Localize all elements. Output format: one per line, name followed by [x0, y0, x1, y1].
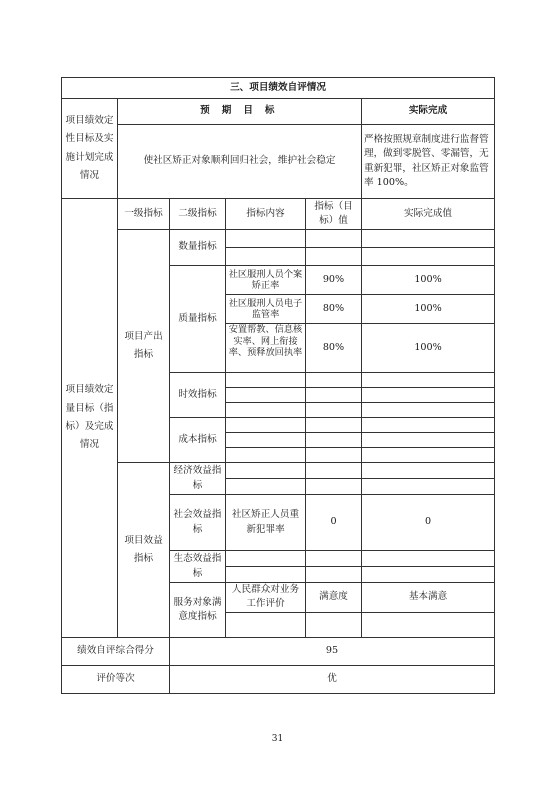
section-title: 三、项目绩效自评情况	[62, 78, 495, 99]
header-actual: 实际完成值	[362, 199, 495, 230]
output-indicator-label: 项目产出指标	[118, 230, 170, 463]
quality-actual: 100%	[362, 295, 495, 324]
empty-cell	[306, 612, 362, 637]
empty-cell	[306, 248, 362, 266]
empty-cell	[306, 230, 362, 248]
empty-cell	[226, 248, 306, 266]
empty-cell	[226, 373, 306, 388]
satisfaction-target: 满意度	[306, 583, 362, 613]
empty-cell	[362, 248, 495, 266]
score-label: 绩效自评综合得分	[62, 637, 170, 665]
social-target: 0	[306, 495, 362, 551]
satisfaction-content: 人民群众对业务工作评价	[226, 583, 306, 613]
quality-actual: 100%	[362, 266, 495, 295]
header-level2: 二级指标	[170, 199, 226, 230]
empty-cell	[306, 463, 362, 479]
quality-actual: 100%	[362, 324, 495, 373]
quality-content: 社区服刑人员个案矫正率	[226, 266, 306, 295]
ecological-benefit-indicator: 生态效益指标	[170, 551, 226, 583]
actual-completion-text: 严格按照规章制度进行监督管理，做到零脱管、零漏管，无重新犯罪，社区矫正对象监管率 100%。	[362, 125, 495, 199]
empty-cell	[362, 230, 495, 248]
quantity-indicator: 数量指标	[170, 230, 226, 266]
grade-label: 评价等次	[62, 665, 170, 693]
empty-cell	[362, 612, 495, 637]
empty-cell	[226, 418, 306, 433]
empty-cell	[306, 551, 362, 567]
quality-target: 90%	[306, 266, 362, 295]
performance-table	[61, 77, 495, 694]
empty-cell	[362, 403, 495, 418]
quality-target: 80%	[306, 295, 362, 324]
social-actual: 0	[362, 495, 495, 551]
quality-content: 安置帮教、信息核实率、网上衔接率、预释放回执率	[226, 324, 306, 373]
empty-cell	[226, 433, 306, 448]
cost-indicator: 成本指标	[170, 418, 226, 463]
economic-benefit-indicator: 经济效益指标	[170, 463, 226, 495]
quality-content: 社区服刑人员电子监管率	[226, 295, 306, 324]
empty-cell	[226, 388, 306, 403]
social-benefit-indicator: 社会效益指标	[170, 495, 226, 551]
empty-cell	[226, 567, 306, 583]
social-content: 社区矫正人员重新犯罪率	[226, 495, 306, 551]
empty-cell	[226, 448, 306, 463]
header-target: 指标（目标）值	[306, 199, 362, 230]
empty-cell	[362, 373, 495, 388]
empty-cell	[306, 479, 362, 495]
empty-cell	[362, 463, 495, 479]
empty-cell	[362, 551, 495, 567]
empty-cell	[306, 403, 362, 418]
actual-completion-header: 实际完成	[362, 99, 495, 125]
page-number: 31	[271, 734, 284, 744]
empty-cell	[306, 433, 362, 448]
timeliness-indicator: 时效指标	[170, 373, 226, 418]
empty-cell	[306, 418, 362, 433]
empty-cell	[362, 479, 495, 495]
qualitative-row-label: 项目绩效定性目标及实施计划完成情况	[62, 99, 118, 199]
empty-cell	[226, 479, 306, 495]
satisfaction-indicator: 服务对象满意度指标	[170, 583, 226, 638]
empty-cell	[306, 448, 362, 463]
empty-cell	[226, 612, 306, 637]
quality-target: 80%	[306, 324, 362, 373]
expected-target-text: 使社区矫正对象顺利回归社会，维护社会稳定	[118, 125, 362, 199]
benefit-indicator-label: 项目效益指标	[118, 463, 170, 638]
empty-cell	[362, 448, 495, 463]
quantitative-row-label: 项目绩效定量目标（指标）及完成情况	[62, 199, 118, 638]
score-value: 95	[170, 637, 495, 665]
empty-cell	[226, 463, 306, 479]
empty-cell	[362, 433, 495, 448]
empty-cell	[362, 567, 495, 583]
empty-cell	[226, 551, 306, 567]
empty-cell	[226, 230, 306, 248]
grade-value: 优	[170, 665, 495, 693]
quality-indicator: 质量指标	[170, 266, 226, 373]
satisfaction-actual: 基本满意	[362, 583, 495, 613]
empty-cell	[306, 373, 362, 388]
empty-cell	[306, 388, 362, 403]
empty-cell	[362, 388, 495, 403]
empty-cell	[306, 567, 362, 583]
empty-cell	[226, 403, 306, 418]
expected-target-header: 预 期 目 标	[118, 99, 362, 125]
header-level1: 一级指标	[118, 199, 170, 230]
empty-cell	[362, 418, 495, 433]
header-content: 指标内容	[226, 199, 306, 230]
